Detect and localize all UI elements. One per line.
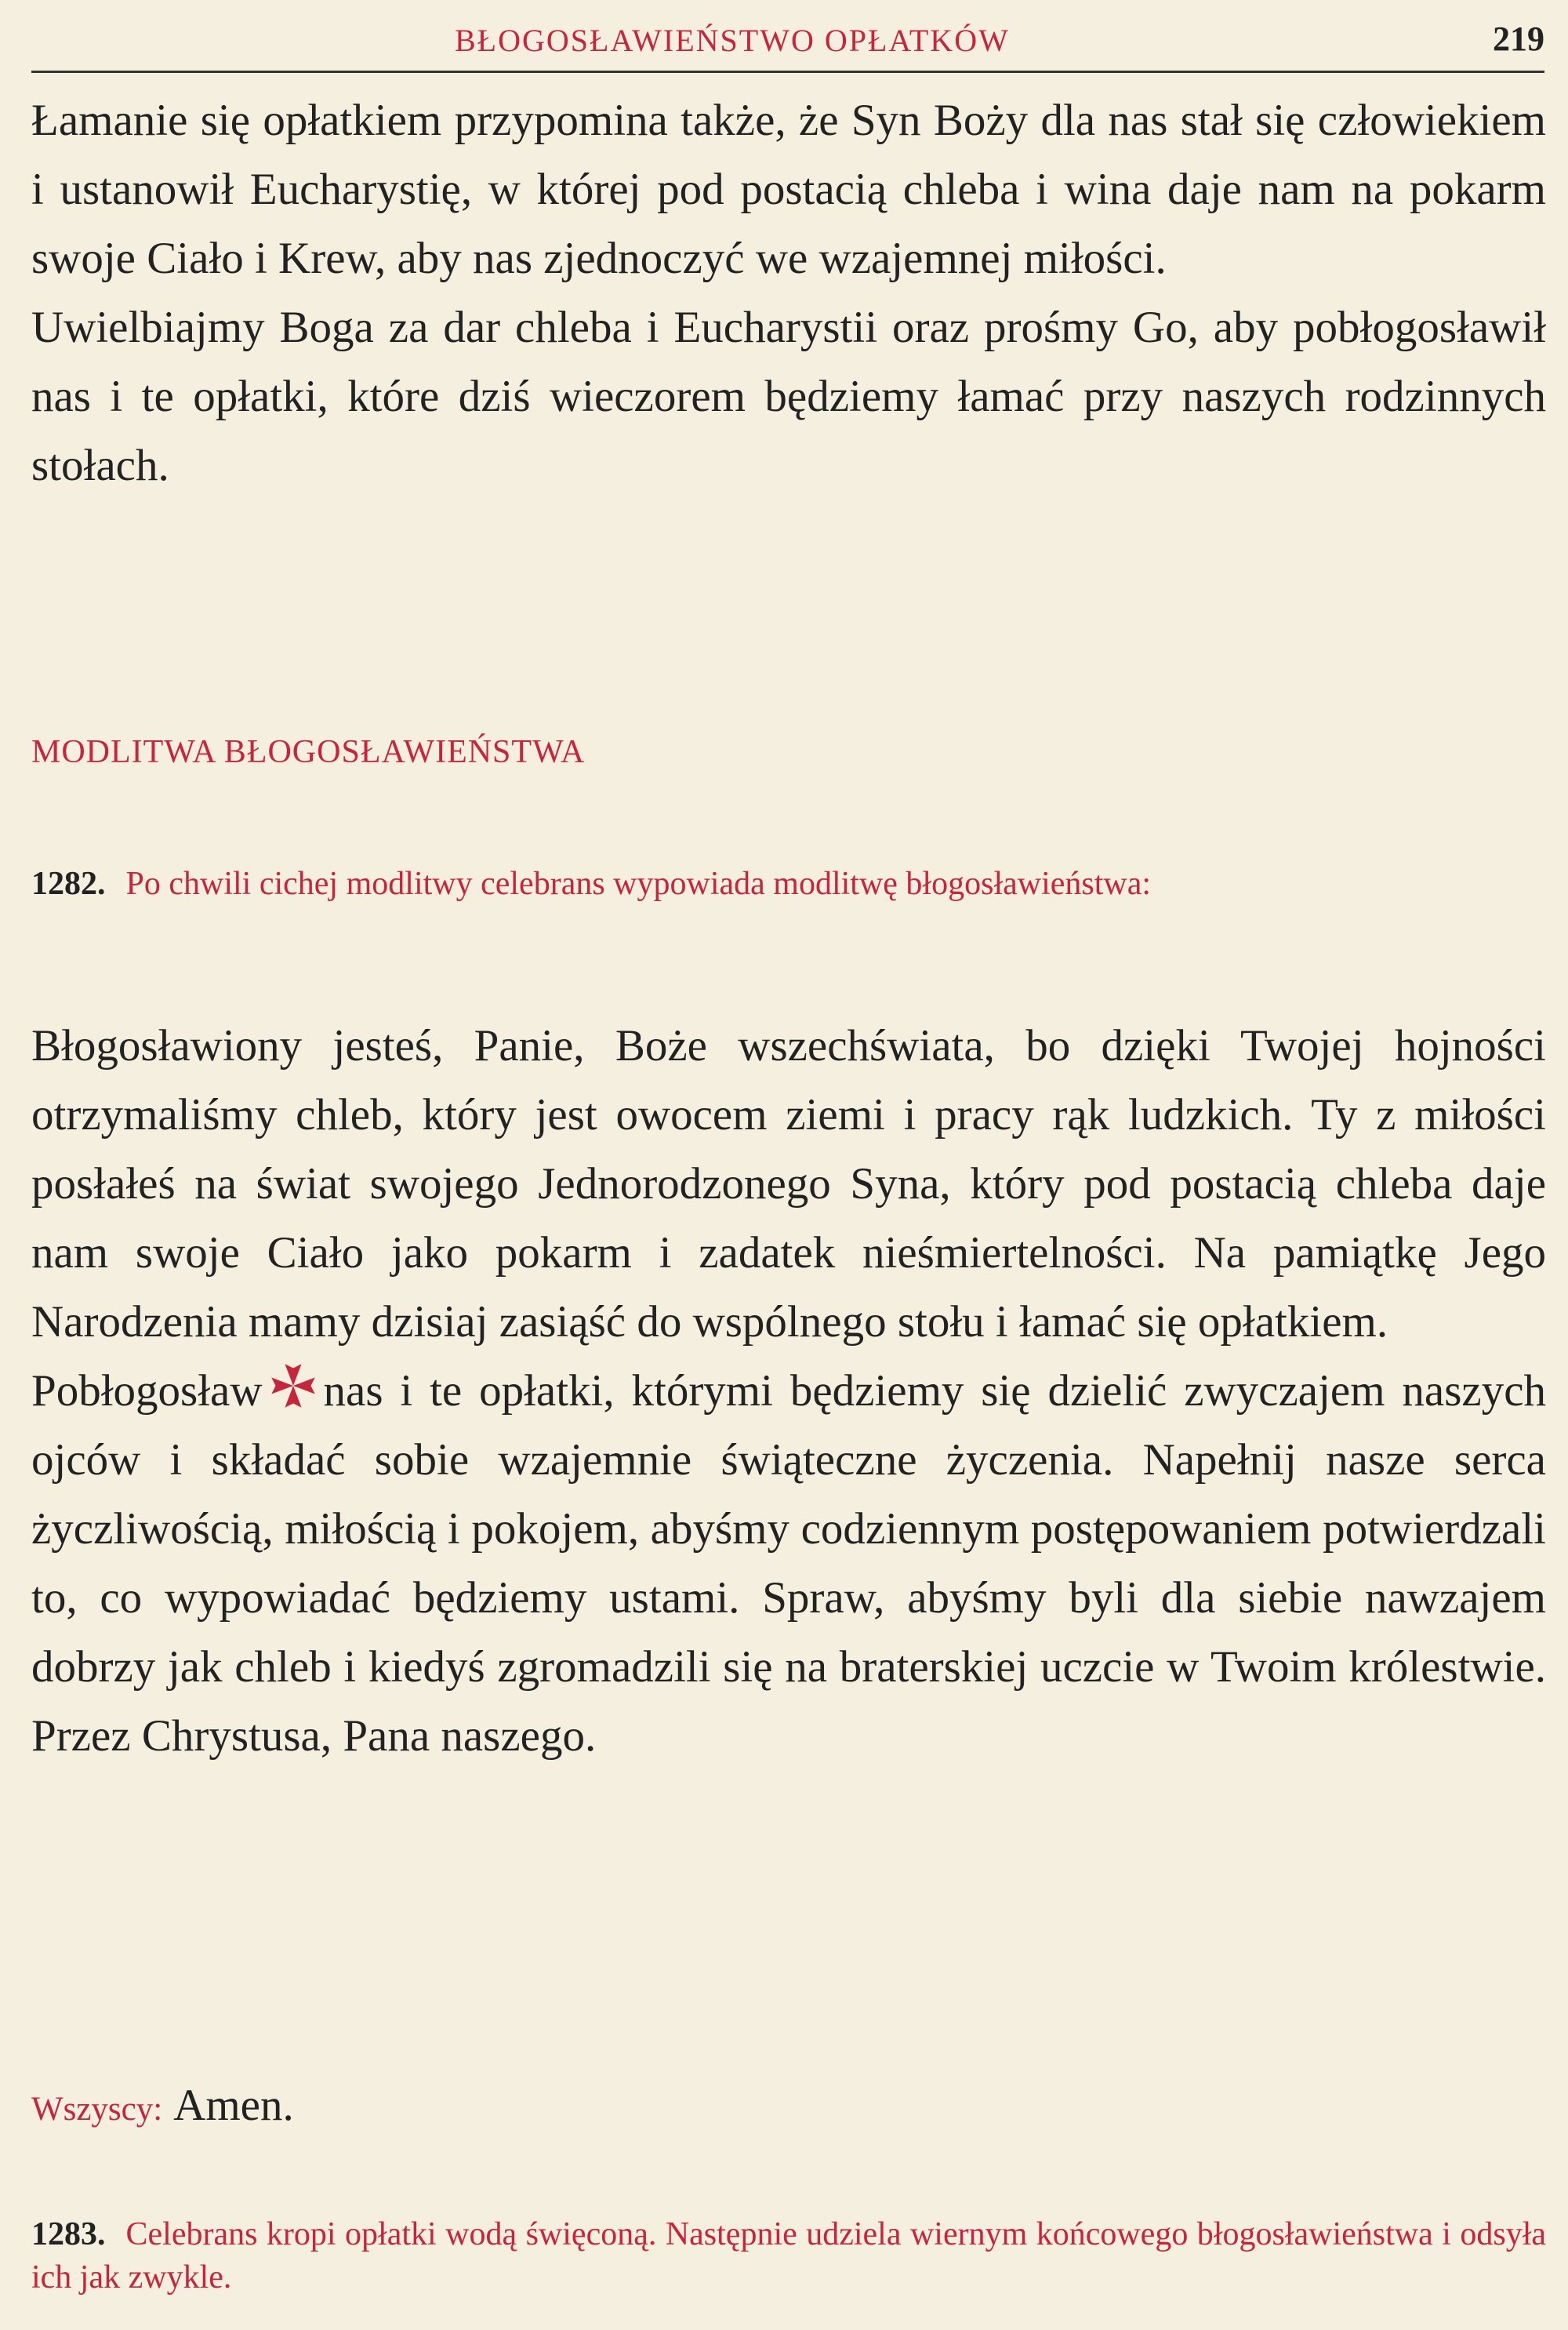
rubric-number: 1283. — [31, 2216, 106, 2252]
people-response — [31, 2080, 294, 2131]
rubric-text: Po chwili cichej modlitwy celebrans wypowiada modlitwę błogosławieństwa: — [125, 866, 1152, 902]
prayer-paragraph-2-start: Pobłogosław — [31, 1366, 263, 1416]
response-label: Wszyscy: — [31, 2091, 163, 2128]
maltese-cross-icon — [267, 1360, 319, 1412]
intro-paragraph-1: Łamanie się opłatkiem przypomina także, że Syn Boży dla nas stał się człowiekiem i ustanowił Eucharystię, w której pod postacią chleba i wina daje nam na pokarm swoje Ciało i Krew, aby nas zjednoczyć we wzajemnej miłości. — [31, 96, 1546, 283]
rubric-1282 — [31, 863, 1546, 906]
prayer-paragraph-2-rest: nas i te opłatki, którymi będziemy się dzielić zwyczajem naszych ojców i składać sobie wzajemnie świąteczne życzenia. Napełnij nasze serca życzliwością, miłością i pokojem, abyśmy codziennym postępowaniem potwierdzali to, co wypowiadać będziemy ustami. Spraw, abyśmy byli dla siebie nawzajem dobrzy jak chleb i kiedyś zgromadzili się na braterskiej uczcie w Twoim królestwie. Przez Chrystusa, Pana naszego. — [31, 1366, 1546, 1761]
rubric-text: Celebrans kropi opłatki wodą święconą. Następnie udziela wiernym końcowego błogosławieństwa i odsyła ich jak zwykle. — [31, 2216, 1546, 2295]
page-header — [31, 16, 1544, 73]
rubric-1283 — [31, 2213, 1546, 2299]
intro-paragraph-2: Uwielbiajmy Boga za dar chleba i Eucharystii oraz prośmy Go, aby pobłogosławił nas i te opłatki, które dziś wieczorem będziemy łamać przy naszych rodzinnych stołach. — [31, 303, 1546, 490]
prayer-paragraph-1: Błogosławiony jesteś, Panie, Boże wszechświata, bo dzięki Twojej hojności otrzymaliśmy chleb, który jest owocem ziemi i pracy rąk ludzkich. Ty z miłości posłałeś na świat swojego Jednorodzonego Syna, który pod postacią chleba daje nam swoje Ciało jako pokarm i zadatek nieśmiertelności. Na pamiątkę Jego Narodzenia mamy dzisiaj zasiąść do wspólnego stołu i łamać się opłatkiem. — [31, 1021, 1546, 1347]
prayer-paragraph-2 — [31, 1357, 1546, 1771]
response-text: Amen. — [173, 2081, 294, 2130]
rubric-number: 1282. — [31, 866, 106, 902]
section-heading: MODLITWA BŁOGOSŁAWIEŃSTWA — [31, 734, 586, 770]
page-number: 219 — [1493, 20, 1544, 58]
intro-text — [31, 86, 1546, 500]
blessing-prayer — [31, 1012, 1546, 1771]
running-title: BŁOGOSŁAWIEŃSTWO OPŁATKÓW — [455, 23, 1010, 58]
